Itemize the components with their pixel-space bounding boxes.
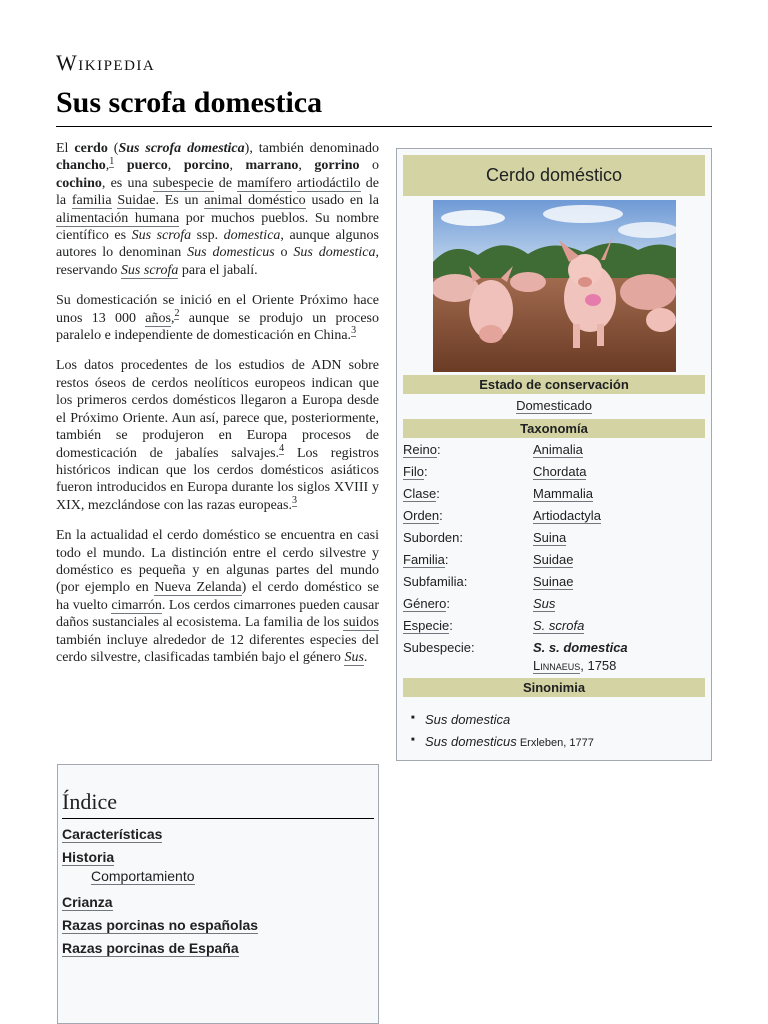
reference-link[interactable]: 3	[351, 325, 357, 337]
taxon-mammalia[interactable]: Mammalia	[533, 486, 593, 501]
link-alimentacion-humana[interactable]: alimentación humana	[56, 210, 180, 226]
taxon-animalia[interactable]: Animalia	[533, 442, 583, 457]
taxon-row: Orden: Artiodactyla	[403, 508, 601, 523]
conservation-status-link[interactable]: Domesticado	[516, 398, 592, 413]
synonymy-header: Sinonimia	[403, 678, 705, 697]
taxon-row: Especie: S. scrofa	[403, 618, 585, 633]
link-cimarron[interactable]: cimarrón	[111, 597, 162, 613]
rank-subespecie: Subespecie	[403, 640, 471, 655]
reference-link[interactable]: 2	[174, 308, 180, 319]
link-sus-scrofa[interactable]: Sus scrofa	[120, 262, 179, 278]
link-sus[interactable]: Sus	[344, 649, 364, 665]
paragraph-dna: Los datos procedentes de los estudios de ADN sobre restos óseos de cerdos neolíticos europeos indican que los primeros cerdos domésticos llegaron a Europa desde el Próximo Oriente. Aun así, parece que, posteriormente, también se produjeron en Europa procesos de domesticación de jabalíes salvajes.$^4$ Los registros históricos indican que los cerdos domésticos asiáticos fueron introducidos en Europa durante los siglos XVIII y XIX, mezclándose con las razas europeas.$^3$	[56, 358, 380, 513]
rank-familia[interactable]: Familia	[403, 552, 445, 567]
taxon-authority: Linnaeus, 1758	[533, 658, 617, 673]
toc-title: Índice	[62, 789, 117, 814]
rank-subfamilia: Subfamilia	[403, 574, 464, 589]
toc-item-comportamiento[interactable]: Comportamiento	[91, 868, 195, 884]
conservation-header: Estado de conservación	[403, 375, 705, 394]
link-familia[interactable]: familia	[71, 193, 112, 209]
taxon-row: Subfamilia: Suinae	[403, 574, 574, 589]
link-animal-domestico[interactable]: animal doméstico	[204, 193, 306, 209]
article-body	[56, 140, 379, 679]
toc-item-caracteristicas[interactable]: Características	[62, 826, 163, 842]
taxon-row: Género: Sus	[403, 596, 556, 611]
rank-filo[interactable]: Filo	[403, 464, 424, 479]
wikipedia-wordmark[interactable]: Wikipedia	[56, 50, 156, 75]
taxonomy-header: Taxonomía	[403, 419, 705, 438]
taxon-s-scrofa[interactable]: S. scrofa	[533, 618, 585, 633]
link-artiodactilo[interactable]: artiodáctilo	[296, 175, 361, 191]
toc-item-crianza[interactable]: Crianza	[62, 894, 113, 910]
title-divider	[56, 126, 712, 127]
toc-item-razas-espana[interactable]: Razas porcinas de España	[62, 940, 239, 956]
paragraph-intro: El cerdo (Sus scrofa domestica), también denominado chancho,$^1$ puerco, porcino, marrano, gorrino o cochino, es una subespecie de mamífero artiodáctilo de la familia Suidae. Es un animal doméstico usado en la alimentación humana por muchos pueblos. Su nombre científico es Sus scrofa ssp. domestica, aunque algunos autores lo denominan Sus domesticus o Sus domestica, reservando Sus scrofa para el jabalí.	[56, 141, 380, 278]
taxon-row: Filo: Chordata	[403, 464, 587, 479]
pigs-photo[interactable]	[433, 200, 676, 372]
rank-reino[interactable]: Reino	[403, 442, 437, 457]
link-suidos[interactable]: suidos	[343, 615, 379, 631]
taxon-sus[interactable]: Sus	[533, 596, 556, 611]
toc-item-razas-no-espanolas[interactable]: Razas porcinas no españolas	[62, 917, 259, 933]
reference-link[interactable]: 4	[279, 442, 285, 454]
page-title: Sus scrofa domestica	[56, 86, 323, 119]
toc-item-historia[interactable]: Historia	[62, 849, 115, 865]
taxon-s-s-domestica: S. s. domestica	[533, 640, 628, 655]
paragraph-distribution: En la actualidad el cerdo doméstico se encuentra en casi todo el mundo. La distinción entre el cerdo silvestre y doméstico es pequeña y en algunas partes del mundo (por ejemplo en Nueva Zelanda) el cerdo doméstico se ha vuelto cimarrón. Los cerdos cimarrones pueden causar daños sustanciales al ecosistema. La familia de los suidos también incluye alrededor de 12 diferentes especies del cerdo silvestre, clasificadas también bajo el género Sus.	[56, 528, 380, 665]
taxon-suinae[interactable]: Suinae	[533, 574, 574, 589]
taxon-artiodactyla[interactable]: Artiodactyla	[533, 508, 601, 523]
taxon-row: Familia: Suidae	[403, 552, 574, 567]
infobox-title: Cerdo doméstico	[403, 155, 705, 196]
link-mamifero[interactable]: mamífero	[237, 175, 292, 191]
paragraph-domestication: Su domesticación se inició en el Oriente Próximo hace unos 13 000 años,$^2$ aunque se produjo un proceso paralelo e independiente de domesticación en China.$^3$	[56, 293, 379, 344]
link-subespecie[interactable]: subespecie	[152, 175, 214, 191]
taxon-row: Clase: Mammalia	[403, 486, 593, 501]
taxon-row: Reino: Animalia	[403, 442, 583, 457]
taxobox	[396, 148, 712, 761]
rank-clase[interactable]: Clase	[403, 486, 437, 501]
synonym-item: ■ Sus domesticus Erxleben, 1777	[411, 734, 701, 756]
taxon-row: Suborden: Suina	[403, 530, 567, 545]
synonym-list	[411, 712, 701, 756]
link-suidae[interactable]: Suidae	[117, 193, 156, 209]
taxon-chordata[interactable]: Chordata	[533, 464, 587, 479]
rank-genero[interactable]: Género	[403, 596, 447, 611]
link-nueva-zelanda[interactable]: Nueva Zelanda	[154, 580, 242, 596]
table-of-contents	[57, 764, 379, 1024]
taxon-suidae[interactable]: Suidae	[533, 552, 574, 567]
link-anos[interactable]: años	[145, 310, 171, 326]
rank-suborden: Suborden	[403, 530, 460, 545]
reference-link[interactable]: 3	[291, 495, 297, 507]
toc-divider	[62, 818, 374, 819]
synonym-item: ■ Sus domestica	[411, 712, 701, 734]
rank-orden[interactable]: Orden	[403, 508, 440, 523]
reference-link[interactable]: 1	[109, 155, 115, 167]
taxon-suina[interactable]: Suina	[533, 530, 567, 545]
authority-link[interactable]: Linnaeus	[533, 658, 581, 673]
taxon-row: Subespecie: S. s. domestica Linnaeus, 1758	[403, 640, 628, 673]
rank-especie[interactable]: Especie	[403, 618, 450, 633]
